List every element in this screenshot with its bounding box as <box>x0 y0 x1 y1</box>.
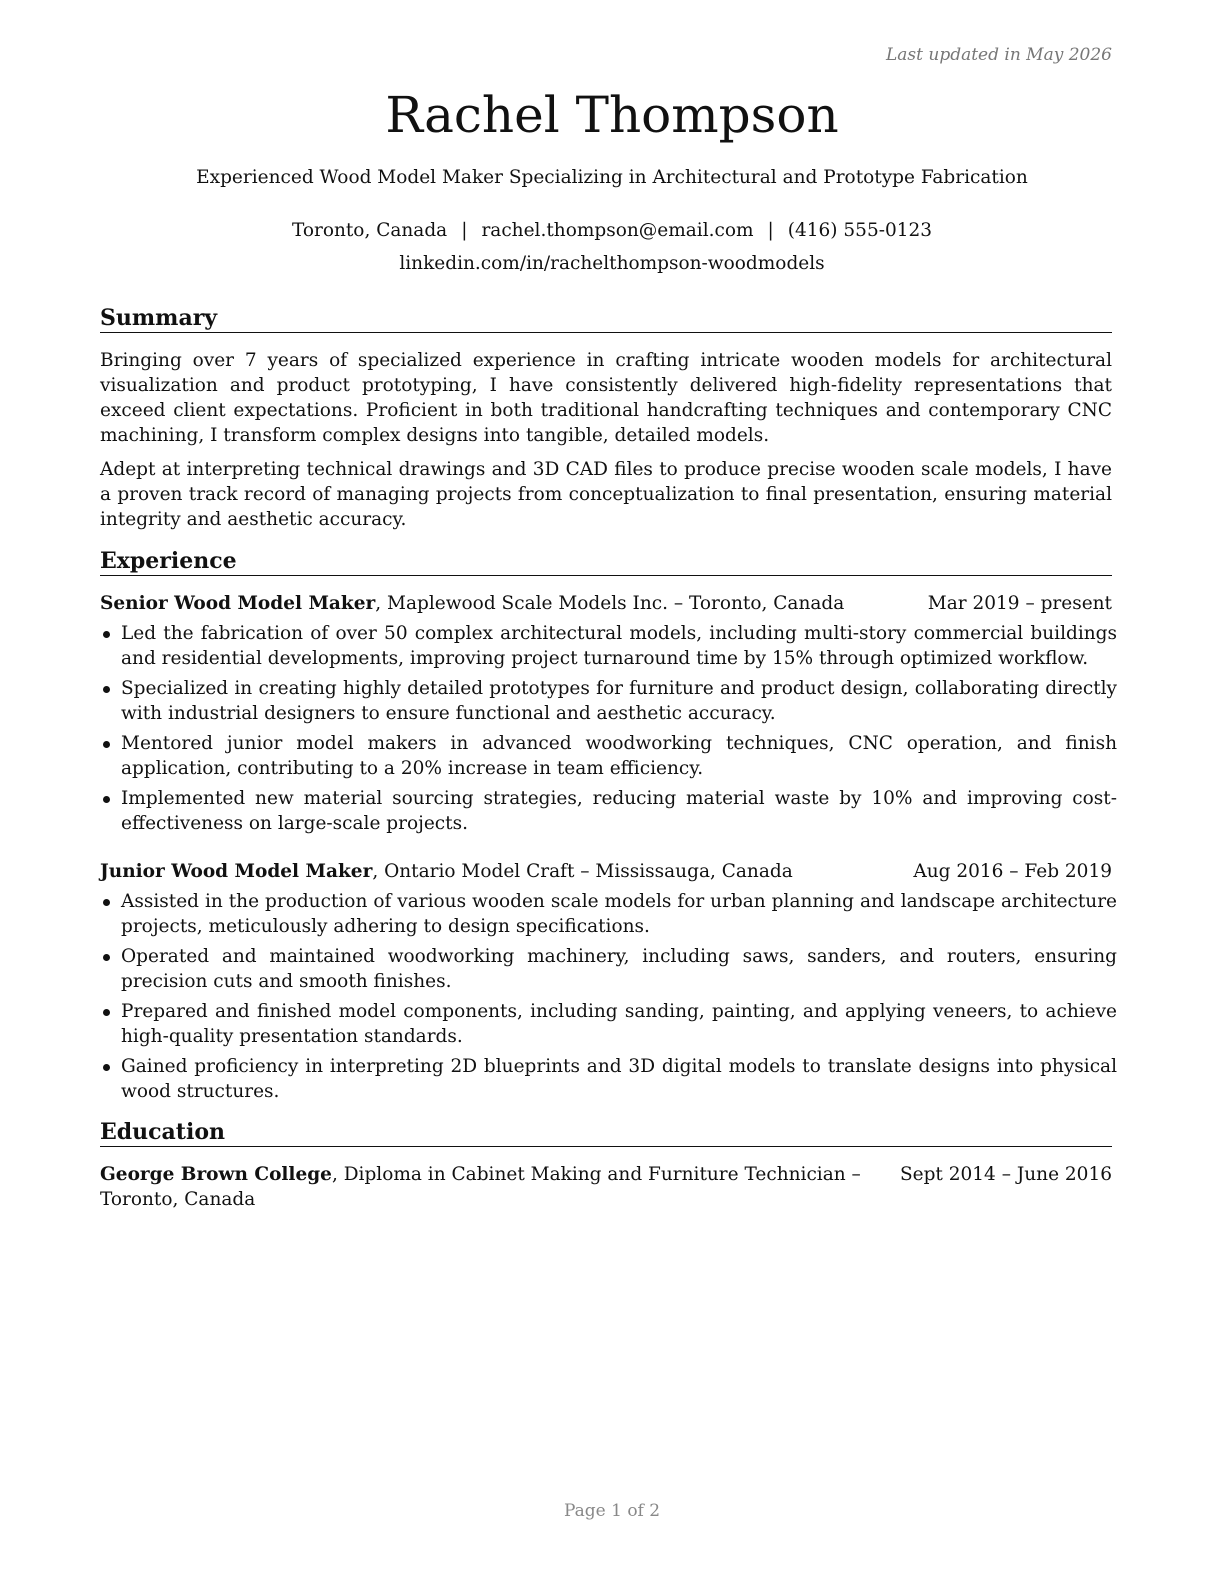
bullet-dot-icon <box>103 631 110 638</box>
job-bullet <box>100 676 1117 726</box>
contact-separator: | <box>767 220 774 241</box>
bullet-text: Gained proficiency in interpreting 2D blueprints and 3D digital models to translate designs into physical wood structures. <box>121 1056 1117 1102</box>
job-title-line <box>100 591 844 616</box>
page-number: Page 1 of 2 <box>563 1501 661 1521</box>
education-institution-line <box>100 1162 890 1212</box>
job-dates: Mar 2019 – present <box>927 593 1112 614</box>
summary-heading: Summary <box>100 305 1112 333</box>
last-updated-note: Last updated in May 2026 <box>885 45 1112 65</box>
summary-paragraph-1: Bringing over 7 years of specialized experience in crafting intricate wooden models for architectural visualization and product prototyping, I have consistently delivered high-fidelity representations that exceed client expectations. Proficient in both traditional handcrafting techniques and contemporary CNC machining, I transform complex designs into tangible, detailed models. <box>100 350 1112 446</box>
candidate-name: Rachel Thompson <box>385 86 839 144</box>
bullet-text: Assisted in the production of various wooden scale models for urban planning and landscape architecture projects, meticulously adhering to design specifications. <box>121 891 1117 937</box>
job-bullet <box>100 731 1117 781</box>
job-title: Junior Wood Model Maker <box>100 861 373 882</box>
bullet-dot-icon <box>103 796 110 803</box>
summary-paragraph-2: Adept at interpreting technical drawings and 3D CAD files to produce precise wooden scale models, I have a proven track record of managing projects from conceptualization to final presentation, ensuring material integrity and aesthetic accuracy. <box>100 459 1112 530</box>
job-organization: , Maplewood Scale Models Inc. – Toronto, Canada <box>375 593 845 614</box>
bullet-text: Implemented new material sourcing strategies, reducing material waste by 10% and improving cost-effectiveness on large-scale projects. <box>121 788 1117 834</box>
job-bullet <box>100 944 1117 994</box>
bullet-dot-icon <box>103 741 110 748</box>
location-text: Toronto, Canada <box>291 220 448 241</box>
bullet-text: Mentored junior model makers in advanced woodworking techniques, CNC operation, and finish application, contributing to a 20% increase in team efficiency. <box>121 733 1117 779</box>
education-entry <box>100 1162 1112 1212</box>
job-bullet <box>100 621 1117 671</box>
bullet-text: Prepared and finished model components, including sanding, painting, and applying veneers, to achieve high-quality presentation standards. <box>121 1001 1117 1047</box>
job-header <box>100 859 1112 884</box>
linkedin-link[interactable]: linkedin.com/in/rachelthompson-woodmodels <box>399 253 825 274</box>
job-bullet <box>100 999 1117 1049</box>
headline-tagline: Experienced Wood Model Maker Specializing in Architectural and Prototype Fabrication <box>196 167 1028 188</box>
job-title: Senior Wood Model Maker <box>100 593 376 614</box>
job-header <box>100 591 1112 616</box>
bullet-dot-icon <box>103 686 110 693</box>
job-bullet <box>100 786 1117 836</box>
bullet-dot-icon <box>103 954 110 961</box>
bullet-dot-icon <box>103 1064 110 1071</box>
job-title-line <box>100 859 793 884</box>
bullet-dot-icon <box>103 1009 110 1016</box>
job-bullet-list <box>100 889 1117 1109</box>
email-link[interactable]: rachel.thompson@email.com <box>481 220 754 241</box>
job-organization: , Ontario Model Craft – Mississauga, Canada <box>372 861 793 882</box>
bullet-text: Led the fabrication of over 50 complex architectural models, including multi-story commercial buildings and residential developments, improving project turnaround time by 15% through optimized workflow. <box>121 623 1117 669</box>
job-bullet-list <box>100 621 1117 841</box>
education-dates: Sept 2014 – June 2016 <box>899 1164 1112 1185</box>
bullet-text: Operated and maintained woodworking machinery, including saws, sanders, and routers, ensuring precision cuts and smooth finishes. <box>121 946 1117 992</box>
contact-line <box>0 220 1224 241</box>
job-bullet <box>100 889 1117 939</box>
bullet-text: Specialized in creating highly detailed prototypes for furniture and product design, collaborating directly with industrial designers to ensure functional and aesthetic accuracy. <box>121 678 1117 724</box>
education-detail: , Diploma in Cabinet Making and Furniture Technician – Toronto, Canada <box>100 1164 861 1210</box>
school-name: George Brown College <box>100 1164 332 1185</box>
job-dates: Aug 2016 – Feb 2019 <box>913 861 1112 882</box>
education-heading: Education <box>100 1119 1112 1147</box>
job-bullet <box>100 1054 1117 1104</box>
contact-separator: | <box>461 220 468 241</box>
bullet-dot-icon <box>103 899 110 906</box>
phone-text: (416) 555-0123 <box>787 220 933 241</box>
experience-heading: Experience <box>100 548 1112 576</box>
